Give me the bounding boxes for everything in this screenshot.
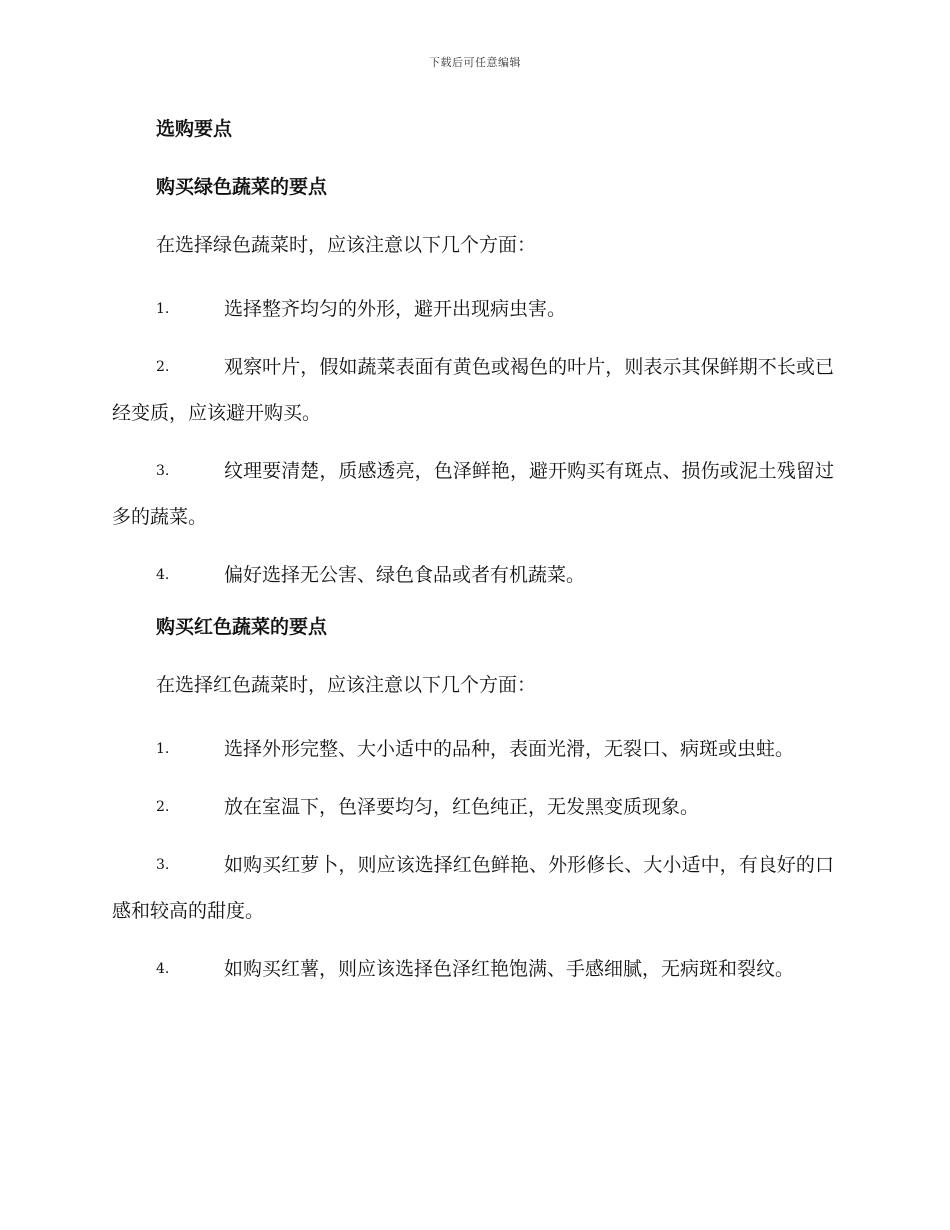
list-item bbox=[112, 784, 834, 830]
list-item-number: 1. bbox=[156, 301, 170, 317]
list-item-number: 4. bbox=[156, 961, 170, 977]
document-body bbox=[112, 112, 834, 1004]
list-item-text: 偏好选择无公害、绿色食品或者有机蔬菜。 bbox=[224, 564, 586, 586]
list-item-text: 如购买红薯，则应该选择色泽红艳饱满、手感细腻，无病斑和裂纹。 bbox=[224, 958, 795, 980]
section-heading-red: 购买红色蔬菜的要点 bbox=[156, 616, 328, 638]
list-item-text: 观察叶片，假如蔬菜表面有黄色或褐色的叶片，则表示其保鲜期不长或已经变质，应该避开购买。 bbox=[112, 356, 834, 424]
document-title: 选购要点 bbox=[156, 118, 233, 140]
section-intro-red: 在选择红色蔬菜时，应该注意以下几个方面： bbox=[156, 674, 537, 696]
list-item-text: 如购买红萝卜，则应该选择红色鲜艳、外形修长、大小适中，有良好的口感和较高的甜度。 bbox=[112, 854, 834, 922]
list-item-number: 1. bbox=[156, 741, 170, 757]
header-note: 下载后可任意编辑 bbox=[429, 56, 521, 69]
list-item-number: 2. bbox=[156, 799, 170, 815]
list-item bbox=[112, 842, 834, 934]
list-item-number: 4. bbox=[156, 567, 170, 583]
list-item bbox=[112, 448, 834, 540]
section-heading-green: 购买绿色蔬菜的要点 bbox=[156, 176, 328, 198]
section-intro-green: 在选择绿色蔬菜时，应该注意以下几个方面： bbox=[156, 234, 537, 256]
list-item-number: 2. bbox=[156, 359, 170, 375]
list-item-text: 选择整齐均匀的外形，避开出现病虫害。 bbox=[224, 298, 567, 320]
list-item-text: 纹理要清楚，质感透亮，色泽鲜艳，避开购买有斑点、损伤或泥土残留过多的蔬菜。 bbox=[112, 460, 834, 528]
list-item bbox=[112, 726, 834, 772]
list-item-text: 放在室温下，色泽要均匀，红色纯正，无发黑变质现象。 bbox=[224, 796, 700, 818]
list-item-number: 3. bbox=[156, 463, 170, 479]
list-item bbox=[112, 946, 834, 992]
list-item bbox=[112, 552, 834, 598]
list-item-number: 3. bbox=[156, 857, 170, 873]
list-item-text: 选择外形完整、大小适中的品种，表面光滑，无裂口、病斑或虫蛀。 bbox=[224, 738, 795, 760]
list-item bbox=[112, 344, 834, 436]
list-item bbox=[112, 286, 834, 332]
